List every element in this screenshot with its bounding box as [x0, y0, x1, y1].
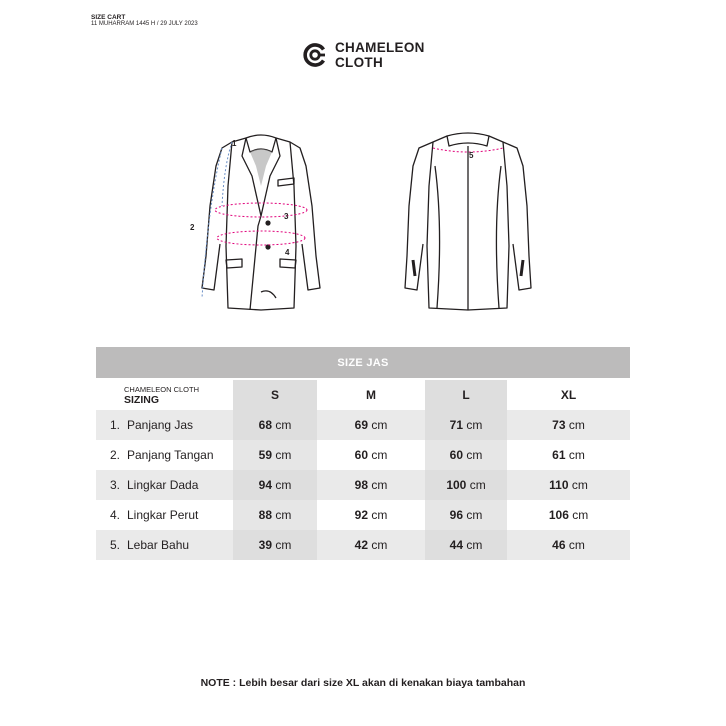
unit: cm: [371, 538, 388, 552]
table-title-row: [96, 347, 630, 378]
unit: cm: [466, 448, 483, 462]
size-header-l: L: [425, 380, 507, 410]
unit: cm: [466, 418, 483, 432]
value-s: 88: [258, 508, 272, 522]
jacket-back-diagram: [393, 126, 543, 316]
row-label: Lebar Bahu: [127, 538, 190, 552]
value-m: 60: [354, 448, 368, 462]
unit: cm: [466, 538, 483, 552]
marker-3: 3: [284, 212, 289, 221]
size-header-xl: XL: [560, 388, 577, 402]
unit: cm: [572, 508, 589, 522]
brand-name-line1: CHAMELEON: [335, 40, 425, 55]
marker-4: 4: [285, 248, 290, 257]
value-l: 100: [446, 478, 467, 492]
unit: cm: [571, 478, 588, 492]
row-label: Panjang Jas: [127, 418, 194, 432]
unit: cm: [371, 478, 388, 492]
value-l: 71: [449, 418, 463, 432]
marker-2: 2: [190, 223, 195, 232]
value-m: 92: [354, 508, 368, 522]
value-xl: 61: [552, 448, 566, 462]
chameleon-logo-icon: [303, 43, 327, 67]
row-number: 4.: [110, 508, 121, 522]
row-number: 2.: [110, 448, 121, 462]
value-l: 60: [449, 448, 463, 462]
unit: cm: [371, 508, 388, 522]
marker-5: 5: [469, 151, 474, 160]
table-row: [96, 500, 630, 530]
size-header-m: M: [366, 388, 376, 402]
table-title: SIZE JAS: [96, 347, 630, 378]
value-s: 68: [258, 418, 272, 432]
unit: cm: [466, 508, 483, 522]
row-number: 3.: [110, 478, 121, 492]
unit: cm: [568, 418, 585, 432]
unit: cm: [568, 448, 585, 462]
sizing-label: SIZING: [124, 394, 160, 406]
value-s: 59: [258, 448, 272, 462]
brand-name-line2: CLOTH: [335, 55, 383, 70]
unit: cm: [275, 508, 292, 522]
unit: cm: [371, 418, 388, 432]
marker-1: 1: [232, 139, 237, 148]
value-s: 94: [258, 478, 272, 492]
row-number: 5.: [110, 538, 121, 552]
table-row: [96, 410, 630, 440]
value-xl: 110: [549, 478, 569, 492]
value-l: 96: [449, 508, 463, 522]
value-s: 39: [258, 538, 272, 552]
table-header-row: [96, 380, 630, 410]
value-xl: 46: [552, 538, 566, 552]
sizing-label-cell: [96, 380, 233, 410]
value-l: 44: [449, 538, 463, 552]
value-m: 69: [354, 418, 368, 432]
unit: cm: [568, 538, 585, 552]
value-xl: 73: [552, 418, 566, 432]
document-date: 11 MUHARRAM 1445 H / 29 JULY 2023: [91, 21, 198, 28]
row-number: 1.: [110, 418, 121, 432]
footnote: NOTE : Lebih besar dari size XL akan di kenakan biaya tambahan: [200, 677, 526, 689]
unit: cm: [275, 538, 292, 552]
unit: cm: [275, 418, 292, 432]
brand-label: CHAMELEON CLOTH: [124, 385, 200, 394]
unit: cm: [275, 448, 292, 462]
table-row: [96, 470, 630, 500]
row-label: Lingkar Dada: [127, 478, 199, 492]
row-label: Lingkar Perut: [127, 508, 199, 522]
size-header-s: S: [233, 380, 317, 410]
value-xl: 106: [548, 508, 569, 522]
row-label: Panjang Tangan: [127, 448, 214, 462]
size-table: [96, 347, 630, 560]
unit: cm: [469, 478, 486, 492]
brand-logo: [303, 40, 425, 70]
document-title: SIZE CART: [91, 14, 126, 21]
value-m: 42: [354, 538, 368, 552]
unit: cm: [275, 478, 292, 492]
value-m: 98: [354, 478, 368, 492]
table-row: [96, 440, 630, 470]
table-row: [96, 530, 630, 560]
jacket-front-diagram: [186, 126, 336, 316]
document-header: [91, 14, 198, 28]
unit: cm: [371, 448, 388, 462]
